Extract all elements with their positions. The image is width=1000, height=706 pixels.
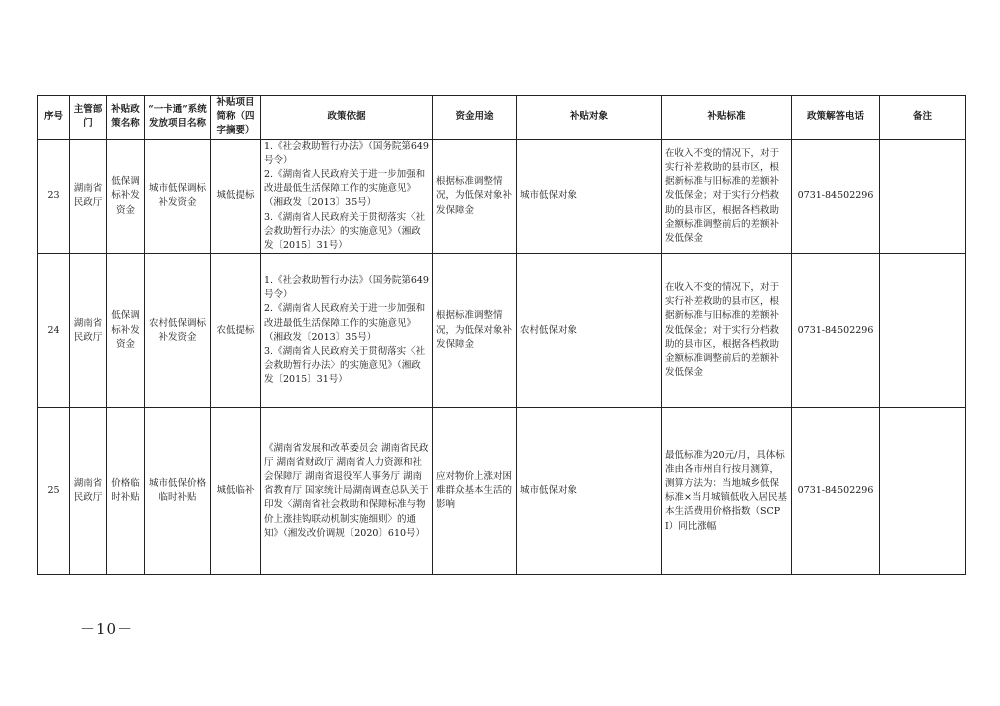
row-system-item: 城市低保调标补发资金 [145,139,211,254]
row-target: 农村低保对象 [517,254,662,408]
basis-item: 3.《湖南省人民政府关于贯彻落实〈社会救助暂行办法〉的实施意见》（湘政发〔2015〕31号） [264,211,426,252]
row-dept: 湖南省民政厅 [70,139,107,254]
page-number: －10－ [80,620,134,638]
row-remark [880,254,966,408]
header-usage: 资金用途 [433,96,517,140]
row-dept: 湖南省民政厅 [70,254,107,408]
row-system-item: 城市低保价格临时补贴 [145,408,211,575]
row-no: 23 [38,139,70,254]
table-row [38,254,966,408]
header-dept: 主管部门 [70,96,107,140]
header-remark: 备注 [880,96,966,140]
row-no: 25 [38,408,70,575]
row-usage: 应对物价上涨对困难群众基本生活的影响 [433,408,517,575]
header-no: 序号 [38,96,70,140]
row-phone: 0731-84502296 [792,254,880,408]
basis-item: 3.《湖南省人民政府关于贯彻落实〈社会救助暂行办法〉的实施意见》（湘政发〔2015〕31号） [264,345,426,386]
row-phone: 0731-84502296 [792,139,880,254]
header-basis: 政策依据 [261,96,433,140]
row-policy-name: 价格临时补贴 [107,408,145,575]
row-phone: 0731-84502296 [792,408,880,575]
table-row [38,408,966,575]
basis-item: 1.《社会救助暂行办法》（国务院第649号令） [264,140,429,166]
header-phone: 政策解答电话 [792,96,880,140]
row-usage: 根据标准调整情况，为低保对象补发保障金 [433,254,517,408]
header-abbr: 补贴项目简称（四字摘要） [211,96,261,140]
header-target: 补贴对象 [517,96,662,140]
basis-item: 1.《社会救助暂行办法》（国务院第649号令） [264,274,429,301]
row-policy-name: 低保调标补发资金 [107,254,145,408]
basis-item: 《湖南省发展和改革委员会 湖南省民政厅 湖南省财政厅 湖南省人力资源和社会保障厅 湖南省退役军人事务厅 湖南省教育厅 国家统计局湖南调查总队关于印发〈湖南省社会救助和保障标准与物价上涨挂钩联动机制实施细则〉的通知》（湘发改价调规〔2020〕610号） [264,442,429,539]
row-abbr: 农低提标 [211,254,261,408]
row-target: 城市低保对象 [517,408,662,575]
row-no: 24 [38,254,70,408]
row-standard: 最低标准为20元/月，具体标准由各市州自行按月测算，测算方法为：当地城乡低保标准×当月城镇低收入居民基本生活费用价格指数（SCPI）同比涨幅 [662,408,792,575]
table-row [38,139,966,254]
row-basis [261,408,433,575]
row-remark [880,139,966,254]
row-policy-name: 低保调标补发资金 [107,139,145,254]
row-standard: 在收入不变的情况下，对于实行补差救助的县市区，根据新标准与旧标准的差额补发低保金；对于实行分档救助的县市区，根据各档救助金额标准调整前后的差额补发低保金 [662,139,792,254]
row-remark [880,408,966,575]
row-usage: 根据标准调整情况，为低保对象补发保障金 [433,139,517,254]
row-dept: 湖南省民政厅 [70,408,107,575]
row-abbr: 城低临补 [211,408,261,575]
row-basis [261,139,433,254]
header-standard: 补贴标准 [662,96,792,140]
table-header-row [38,96,966,140]
basis-item: 2.《湖南省人民政府关于进一步加强和改进最低生活保障工作的实施意见》（湘政发〔2013〕35号） [264,169,426,209]
policy-table [37,95,966,575]
header-system-item: “一卡通”系统发放项目名称 [145,96,211,140]
row-abbr: 城低提标 [211,139,261,254]
row-standard: 在收入不变的情况下，对于实行补差救助的县市区，根据新标准与旧标准的差额补发低保金；对于实行分档救助的县市区，根据各档救助金额标准调整前后的差额补发低保金 [662,254,792,408]
row-target: 城市低保对象 [517,139,662,254]
header-policy-name: 补贴政策名称 [107,96,145,140]
basis-item: 2.《湖南省人民政府关于进一步加强和改进最低生活保障工作的实施意见》（湘政发〔2013〕35号） [264,303,426,343]
row-system-item: 农村低保调标补发资金 [145,254,211,408]
row-basis [261,254,433,408]
